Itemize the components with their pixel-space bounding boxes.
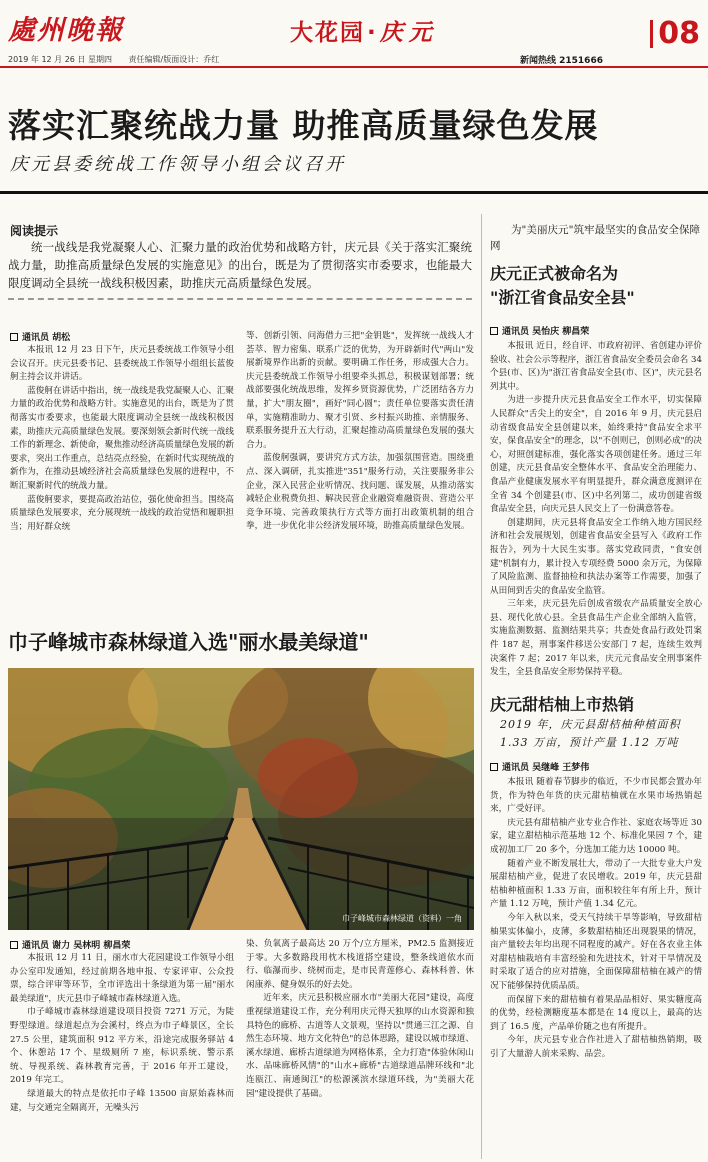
food-safety-body <box>490 340 702 684</box>
paragraph: 近年来，庆元县积极应丽水市"美丽大花园"建设，高度重视绿道建设工作，充分利用庆元得天独厚的山水资源和独具特色的廊桥、古道等人文景观，坚持以"贯通三江之源、自然生态环境、地方文化特色"的总体思路，建设以城市绿道、溪水绿道、廊桥古道绿道为网格体系，全力打造"体验休闲山水、品味廊桥风情"的"山水+廊桥"古道绿道品牌环线和"北连瓯江、南通闽江"的松源溪滨水绿道环线，为"美丽大花园"建设提供了基础。 <box>246 993 474 1099</box>
photo-caption: 巾子峰城市森林绿道（资料）一角 <box>342 914 462 923</box>
food-safety-headline-line-1: 庆元正式被命名为 <box>490 264 619 283</box>
square-icon <box>10 333 18 341</box>
square-icon <box>490 327 498 335</box>
masthead <box>0 0 708 66</box>
paragraph: 本报讯 近日，经自评、市政府初评、省创建办评价验收、社会公示等程序，浙江省食品安全委员会命名 34 个县(市、区)为"浙江省食品安全县(市、区)"，庆元县名列其中。 <box>490 341 702 392</box>
paragraph: 等、创新引领、问海借力三把"金钥匙"，发挥统一战线人才荟萃、智力密集、联系广泛的优势，为开辟新时代"两山"发展新境界作出新的贡献。要明确工作任务，形成强大合力。庆元县委统战工作领导小组要牵头抓总，积极谋划部署；统战部要强化统战思维，发挥乡贤资源优势，广泛团结各方力量，扩大"朋友圈"，画好"同心圆"；责任单位要落实责任清单，实施精准助力、聚才引贤、乡村振兴助推、亲情服务、联系服务提升五大行动，汇聚起推动高质量绿色发展的强大合力。 <box>246 331 474 450</box>
news-hotline: 新闻热线 2151666 <box>520 56 603 66</box>
section-dot: · <box>367 20 378 46</box>
paragraph: 而保留下来的甜桔柚有着果品品相好、果实糖度高的优势，经检测糖度基本都是在 14 度以上，最高的达到了 16.5 度，产品单价随之也有所提升。 <box>490 994 702 1032</box>
greenway-headline: 巾子峰城市森林绿道入选"丽水最美绿道" <box>8 630 369 654</box>
paragraph: 创建期间，庆元县将食品安全工作纳入地方国民经济和社会发展规划，创建省食品安全县写入《政府工作报告》，列为十大民生实事。落实党政同责，"食安创建"机制有力，累计投入专项经费 5000 余万元，为保障了风险监测、监督抽检和执法办案等工作需要，加强了从田间到舌尖的食品安全监管。 <box>490 517 702 596</box>
lead-subhead: 庆元县委统战工作领导小组会议召开 <box>10 154 346 175</box>
section-title <box>290 14 438 47</box>
greenway-byline <box>10 938 130 951</box>
paragraph: 蓝俊舸要求，要提高政治站位，强化使命担当。围绕高质量绿色发展要求，充分展现统一战线的政治觉悟和履职担当；用好群众统 <box>10 494 234 532</box>
newspaper-logo: 處州晚報 <box>8 15 124 46</box>
paragraph: 本报讯 随着春节脚步的临近，不少市民都会置办年货，作为特色年货的庆元甜桔柚就在水果市场热销起来，广受好评。 <box>490 777 702 815</box>
food-safety-intro: 为"美丽庆元"筑牢最坚实的食品安全保障网 <box>490 224 700 252</box>
paragraph: 蓝俊舸强调，要讲究方式方法，加强氛围营造。围绕重点、深入调研，扎实推进"351"服务行动，关注要服务非公企业，深入民营企业听情况、找问题、谋发展，从推动落实减轻企业税费负担、解决民营企业融资难融资贵、营造公平竞争环境、完善政策执行方式等方面打出政策机制的组合拳，进一步优化非公经济发展环境，助推高质量绿色发展。 <box>246 453 474 532</box>
page-number: 08 <box>658 16 700 51</box>
paragraph: 染、负氧离子最高达 20 万个/立方厘米，PM2.5 监测接近于零。大多数路段用枕木栈道搭空建设，整条线道依水而行、临瀑而步、绕树而走，是市民青莲修心、森林科普、休闲康养、健身娱乐的好去处。 <box>246 939 474 990</box>
food-safety-byline-text: 通讯员 吴怡庆 柳昌荣 <box>502 327 590 337</box>
paragraph: 蓝俊舸在讲话中指出，统一战线是我党凝聚人心、汇聚力量的政治优势和战略方针。实施意见的出台，既是为了贯彻落实市委要求，也能最大限度调动全县统一战线积极因素，助推庆元高质量绿色发展。要深刻领会新时代统一战线工作的新理念、新使命，聚焦推动经济高质量绿色发展的新要求，突出工作重点，总结亮点经验，在新时代实现统战的新作为，在推动县域经济社会高质量绿色发展的进程中，不断汇聚新时代的统战力量。 <box>10 385 234 491</box>
paragraph: 今年入秋以来，受天气持续干旱等影响，导致甜桔柚果实体偏小，皮薄，多数甜桔柚还出现裂果的情况，亩产量较去年均出现不同程度的减产。好在各农业主体对甜桔柚栽培有丰富经验和先进技术，针对干旱情况及时采取了适合的应对措施，全面保障甜桔柚在减产的情况下能够保持优质品质。 <box>490 912 702 991</box>
issue-date: 2019 年 12 月 26 日 星期四 <box>8 55 112 64</box>
food-safety-headline <box>490 262 704 310</box>
greenway-column-1 <box>10 952 234 1158</box>
paragraph: 巾子峰城市森林绿道建设项目投资 7271 万元，为陡野型绿道。绿道起点为会溪村，终点为巾子峰景区，全长 27.5 公里，建筑面积 912 平方米，沿途完成服务驿站 4 个、休憩站 17 个、星级厕所 7 座，标识系统、警示系统、导视系统、森林教育完善，于 2016 年开工建设，2019 年完工。 <box>10 1007 234 1086</box>
masthead-rule <box>0 66 708 68</box>
orange-subtitle: 2019 年，庆元县甜桔柚种植面积 1.33 万亩，预计产量 1.12 万吨 <box>500 718 681 749</box>
square-icon <box>490 763 498 771</box>
orange-byline-text: 通讯员 吴继峰 王梦伟 <box>502 763 590 773</box>
reading-tip-label: 阅读提示 <box>10 224 59 238</box>
section-name: 大花园 <box>290 20 365 46</box>
reading-tip-text: 统一战线是我党凝聚人心、汇聚力量的政治优势和战略方针，庆元县《关于落实汇聚统战力量，助推高质量绿色发展的实施意见》的出台，既是为了贯彻落实市委要求，也能最大限度调动全县统一战线积极因素，助推庆元高质量绿色发展。 <box>8 238 472 300</box>
forest-trail-image <box>8 668 474 930</box>
paragraph: 三年来，庆元县先后创成省级农产品质量安全放心县、现代化放心县。全县食品生产企业全部纳入监管，实施监测数据、监测结果共享；共查处食品行政处罚案件 187 起，刑事案件移送公安部门 7 起，连续生效判决案件 7 起；2017 年以来，庆元元食品安全刑事案件发生，全县食品安全形势保持平稳。 <box>490 599 702 678</box>
greenway-photo <box>8 668 474 930</box>
dateline <box>8 54 233 65</box>
headline-rule <box>0 191 708 194</box>
editor-credit: 责任编辑/版面设计：乔红 <box>128 55 220 64</box>
square-icon <box>10 941 18 949</box>
lead-headline: 落实汇聚统战力量 助推高质量绿色发展 <box>8 106 599 145</box>
lead-byline-text: 通讯员 胡松 <box>22 333 71 343</box>
paragraph: 为进一步提升庆元县食品安全工作水平，切实保障人民群众"舌尖上的安全"，自 2016 年 9 月，庆元县启动省级食品安全县创建以来，始终秉持"食品安全求平安，保食品安全"的理念，以"不创则已，创则必成"的决心，对照创建标准，强化落实各项创建任务。通过三年创建，庆元县食品安全整体水平、食品安全治理能力、食品产业健康发展水平有明显提升，群众满意度测评在全省 34 个创建县(市、区)中名列第二，成功创建省级食品安全县，向庆元县人民交上了一份满意答卷。 <box>490 395 702 515</box>
food-safety-byline <box>490 324 589 337</box>
paragraph: 庆元县有甜桔柚产业专业合作社、家庭农场等近 30 家，建立甜桔柚示范基地 12 个、标准化果园 7 个，建成初加工厂 20 多个，分选加工能力达 10000 吨。 <box>490 817 702 855</box>
orange-byline <box>490 760 589 773</box>
column-divider <box>481 214 482 1159</box>
lead-column-2 <box>246 330 474 606</box>
orange-headline: 庆元甜桔柚上市热销 <box>490 695 635 714</box>
paragraph: 随着产业不断发展壮大，带动了一大批专业大户发展甜桔柚产业，促进了农民增收。2019 年，庆元县甜桔柚种植面积 1.33 万亩，面积较往年有所上升，预计产量 1.12 万吨，预计产值 1.34 亿元。 <box>490 858 702 910</box>
section-subname: 庆元 <box>379 19 438 46</box>
paragraph: 本报讯 12 月 11 日，丽水市大花园建设工作领导小组办公室印发通知，经过前期各地申报、专家评审、公众投票，综合评审等环节，全市评选出十条绿道为第一届"丽水最美绿道"，庆元县巾子峰城市森林绿道入选。 <box>10 953 234 1004</box>
greenway-byline-text: 通讯员 谢力 吴林明 柳昌荣 <box>22 941 131 951</box>
lead-byline <box>10 330 70 343</box>
food-safety-headline-line-2: "浙江省食品安全县" <box>490 288 635 307</box>
orange-body <box>490 776 702 1158</box>
lead-column-1 <box>10 344 234 606</box>
paragraph: 绿道最大的特点是依托巾子峰 13500 亩原始森林而建，与交通完全隔离开，无噪头污 <box>10 1088 234 1113</box>
paragraph: 本报讯 12 月 23 日下午，庆元县委统战工作领导小组会议召开。庆元县委书记、县委统战工作领导小组组长蓝俊舸主持会议并讲话。 <box>10 345 234 383</box>
greenway-column-2 <box>246 938 474 1158</box>
paragraph: 今年，庆元县专业合作社进入了甜桔柚热销期，吸引了大量游人前来采购、品尝。 <box>490 1035 702 1059</box>
